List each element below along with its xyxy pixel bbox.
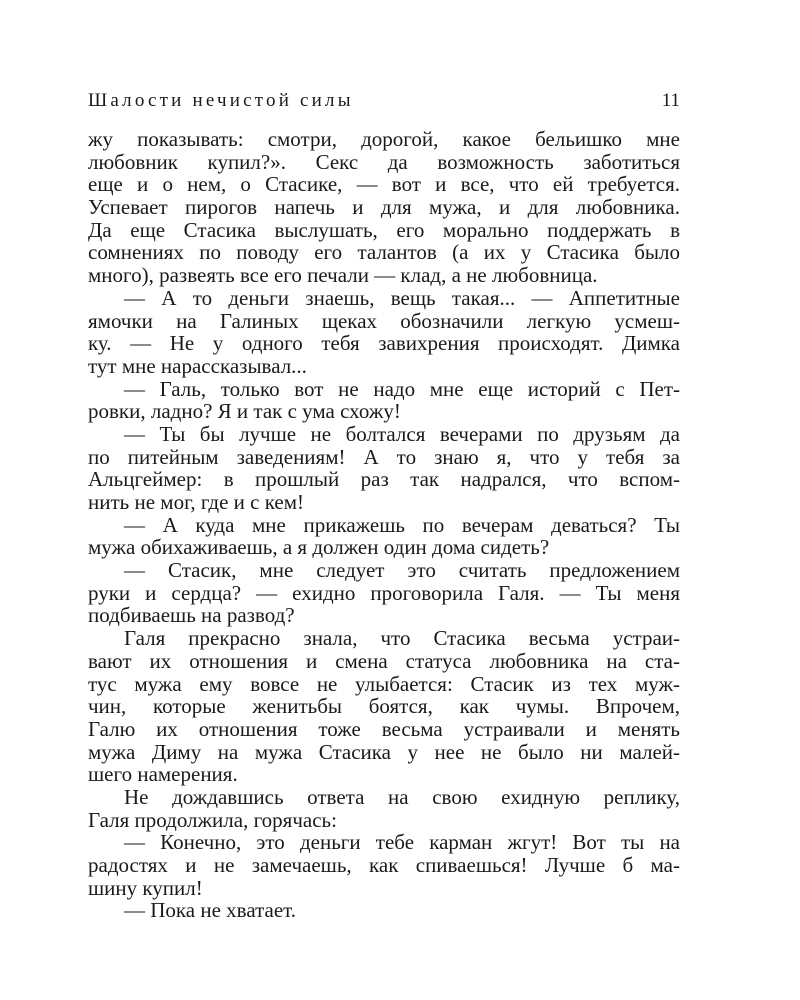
text-line: вают их отношения и смена статуса любовника на ста- [88,648,680,673]
text-line: Успевает пирогов напечь и для мужа, и для любовника. [88,195,680,220]
text-line: жу показывать: смотри, дорогой, какое бельишко мне [88,127,680,151]
text-line: — А то деньги знаешь, вещь такая... — Аппетитные [124,285,680,310]
text-line: — Конечно, это деньги тебе карман жгут! Вот ты на [124,830,680,855]
page-body-text [88,128,680,922]
text-line: мужа обихаживаешь, а я должен один дома сидеть? [88,535,550,560]
text-line: Галя прекрасно знала, что Стасика весьма устраи- [124,626,680,651]
text-line: — А куда мне прикажешь по вечерам деваться? Ты [124,512,680,537]
text-line: — Ты бы лучше не болтался вечерами по друзьям да [124,421,680,446]
text-line: ямочки на Галиных щеках обозначили легкую усмеш- [88,308,680,333]
text-line: нить не мог, где и с кем! [88,490,304,514]
text-line: еще и о нем, о Стасике, — вот и все, что ей требуется. [88,172,680,197]
text-line: тут мне нарассказывал... [88,353,307,378]
text-line: тус мужа ему вовсе не улыбается: Стасик из тех муж- [88,671,680,696]
page-header [88,90,680,116]
text-line: много), развеять все его печали — клад, а не любовница. [88,263,598,288]
text-line: руки и сердца? — ехидно проговорила Галя. — Ты меня [88,580,680,605]
text-line: сомнениях по поводу его талантов (а их у Стасика было [88,240,680,265]
text-line: мужа Диму на мужа Стасика у нее не было ни малей- [88,739,680,764]
text-line: ку. — Не у одного тебя завихрения происходят. Димка [88,331,680,356]
text-line: — Галь, только вот не надо мне еще историй с Пет- [124,376,680,401]
text-line: радостях и не замечаешь, как спиваешься! Лучше б ма- [88,853,680,877]
text-line: Галя продолжила, горячась: [88,807,337,832]
text-line: чин, которые женитьбы боятся, как чумы. Впрочем, [88,694,680,719]
text-line: — Стасик, мне следует это считать предложением [124,558,680,583]
text-line: ровки, ладно? Я и так с ума схожу! [88,399,401,424]
running-title: Шалости нечистой силы [88,90,354,111]
text-line: Да еще Стасика выслушать, его морально поддержать в [88,217,680,242]
text-line: Альцгеймер: в прошлый раз так надрался, что вспом- [88,467,680,492]
text-line: Галю их отношения тоже весьма устраивали и менять [88,716,680,741]
text-line: любовник купил?». Секс да возможность заботиться [88,149,680,174]
text-line: по питейным заведениям! А то знаю я, что у тебя за [88,444,680,469]
text-line: подбиваешь на развод? [88,603,295,628]
text-line: шего намерения. [88,762,238,787]
text-line: — Пока не хватает. [124,898,297,923]
text-line: Не дождавшись ответа на свою ехидную реплику, [124,784,680,809]
text-line: шину купил! [88,875,203,900]
page-number: 11 [661,90,680,111]
